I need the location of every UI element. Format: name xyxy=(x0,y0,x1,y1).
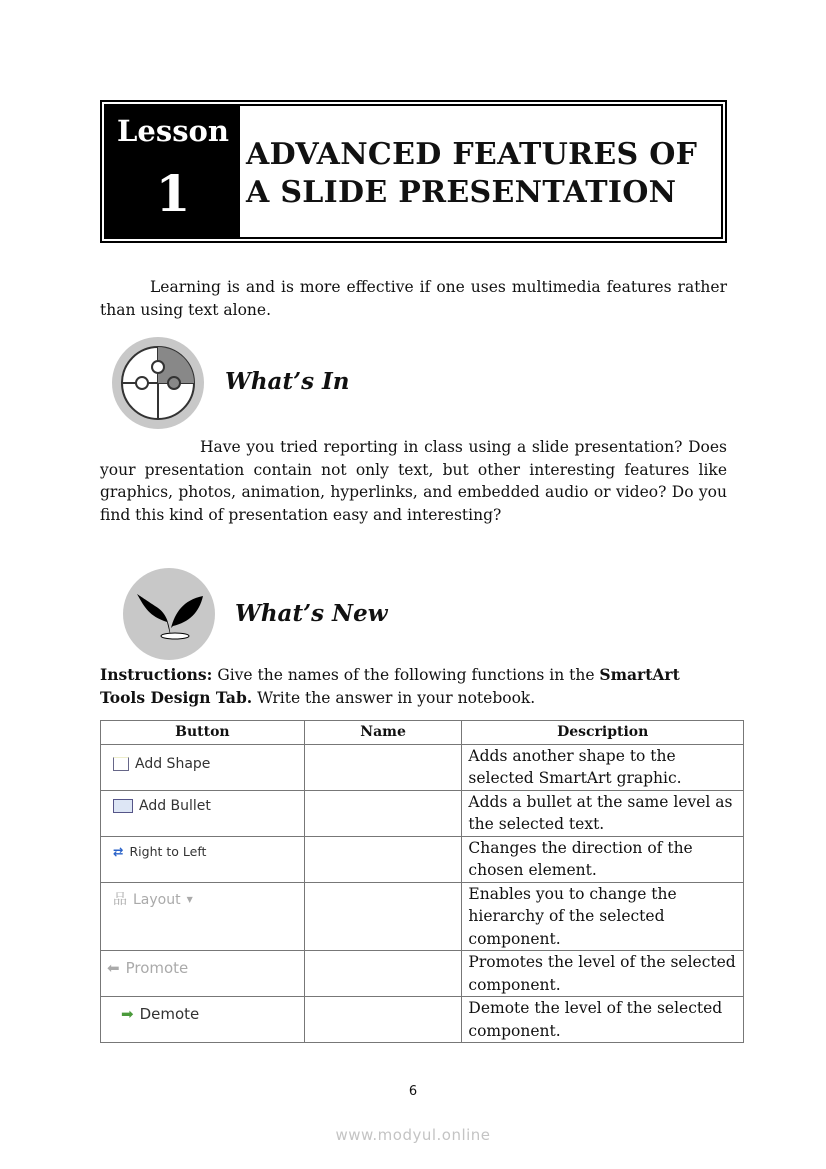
description-cell: Adds a bullet at the same level as the selected text. xyxy=(462,790,744,836)
intro-paragraph: Learning is and is more effective if one uses multimedia features rather than using text alone. xyxy=(100,278,727,319)
whats-in-heading: What’s In xyxy=(225,368,350,395)
functions-table xyxy=(100,720,744,1043)
button-label: Add Bullet xyxy=(139,797,211,814)
add-bullet-button xyxy=(101,791,304,818)
description-cell: Changes the direction of the chosen element. xyxy=(462,836,744,882)
button-label: Layout xyxy=(133,891,181,908)
add-shape-button xyxy=(101,745,304,776)
name-cell xyxy=(304,744,462,790)
description-cell: Demote the level of the selected component. xyxy=(462,997,744,1043)
title-line-1: ADVANCED FEATURES OF xyxy=(246,137,698,172)
right-to-left-icon: ⇄ xyxy=(113,843,124,859)
add-bullet-icon xyxy=(113,799,133,813)
description-cell: Enables you to change the hierarchy of the selected component. xyxy=(462,882,744,951)
description-cell: Adds another shape to the selected SmartArt graphic. xyxy=(462,744,744,790)
lesson-title xyxy=(246,136,697,212)
table-row xyxy=(101,744,744,790)
name-cell xyxy=(304,951,462,997)
chevron-down-icon: ▼ xyxy=(186,894,193,904)
table-row xyxy=(101,951,744,997)
whats-new-heading: What’s New xyxy=(235,600,388,627)
header-description: Description xyxy=(462,721,744,745)
lesson-header xyxy=(100,100,727,243)
add-shape-icon xyxy=(113,757,129,771)
description-cell: Promotes the level of the selected component. xyxy=(462,951,744,997)
table-row xyxy=(101,882,744,951)
table-row xyxy=(101,836,744,882)
table-header-row xyxy=(101,721,744,745)
button-label: Promote xyxy=(125,959,189,977)
button-label: Right to Left xyxy=(129,843,207,859)
table-row xyxy=(101,997,744,1043)
name-cell xyxy=(304,882,462,951)
watermark: www.modyul.online xyxy=(335,1126,491,1144)
name-cell xyxy=(304,997,462,1043)
whats-in-paragraph: Have you tried reporting in class using a slide presentation? Does your presentation contain not only text, but other interesting features like graphics, photos, animation, hyperlinks, and embedded audio or video? Do you find this kind of presentation easy and interesting? xyxy=(100,438,727,524)
page-number: 6 xyxy=(408,1084,418,1099)
right-to-left-button xyxy=(101,837,304,864)
instructions-text: Give the names of the following functions in the xyxy=(212,666,600,684)
name-cell xyxy=(304,790,462,836)
promote-button xyxy=(101,951,304,980)
instructions-label: Instructions: xyxy=(100,665,213,684)
sprout-icon xyxy=(123,568,215,660)
name-cell xyxy=(304,836,462,882)
demote-icon: ➡ xyxy=(121,1005,134,1023)
header-button: Button xyxy=(101,721,305,745)
lesson-label: Lesson xyxy=(117,114,229,148)
instructions-bold: SmartArt Tools Design Tab. xyxy=(100,665,680,707)
instructions xyxy=(100,664,727,709)
instructions-text-2: Write the answer in your notebook. xyxy=(252,688,536,707)
title-line-2: A SLIDE PRESENTATION xyxy=(246,175,677,210)
demote-button xyxy=(101,997,304,1026)
layout-icon: 品 xyxy=(113,891,127,908)
button-label: Add Shape xyxy=(135,755,211,772)
lesson-number: 1 xyxy=(155,164,191,223)
layout-button xyxy=(101,883,304,912)
promote-icon: ⬅ xyxy=(107,959,120,977)
table-row xyxy=(101,790,744,836)
puzzle-icon xyxy=(112,337,204,429)
button-label: Demote xyxy=(139,1005,200,1023)
lesson-badge xyxy=(106,106,240,237)
header-name: Name xyxy=(304,721,462,745)
